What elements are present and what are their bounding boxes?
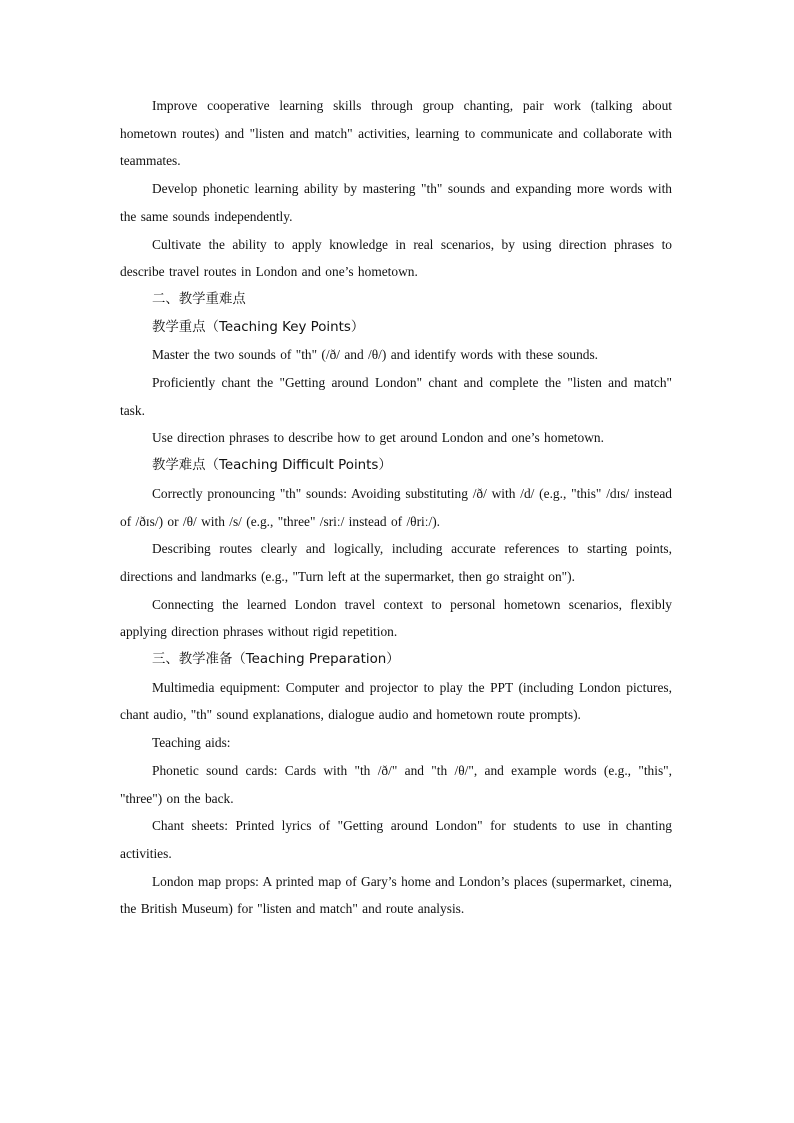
- preparation-item: Chant sheets: Printed lyrics of "Getting around London" for students to use in chanting activities.: [120, 818, 672, 861]
- preparation-item: Multimedia equipment: Computer and projector to play the PPT (including London pictures, chant audio, "th" sound explanations, dialogue audio and hometown route prompts).: [120, 679, 672, 723]
- preparation-item: Phonetic sound cards: Cards with "th /ð/" and "th /θ/", and example words (e.g., "this", "three") on the back.: [120, 762, 672, 806]
- subheading-difficult-points: 教学难点（Teaching Difficult Points）: [152, 458, 392, 474]
- subheading-key-points: 教学重点（Teaching Key Points）: [152, 319, 365, 335]
- document-page: [120, 92, 672, 923]
- key-point-item: Master the two sounds of "th" (/ð/ and /θ/) and identify words with these sounds.: [152, 347, 599, 363]
- paragraph-phonetic-ability: Develop phonetic learning ability by mastering "th" sounds and expanding more words with the same sounds independently.: [120, 181, 672, 224]
- preparation-item: London map props: A printed map of Gary’s home and London’s places (supermarket, cinema, the British Museum) for "listen and match" and route analysis.: [120, 873, 672, 917]
- section-heading-key-difficult-points: 二、教学重难点: [152, 291, 246, 307]
- difficult-point-item: Correctly pronouncing "th" sounds: Avoiding substituting /ð/ with /d/ (e.g., "this" /dɪs/ instead of /ðɪs/) or /θ/ with /s/ (e.g., "three" /sriː/ instead of /θriː/).: [120, 485, 672, 529]
- paragraph-apply-knowledge: Cultivate the ability to apply knowledge in real scenarios, by using direction phrases to describe travel routes in London and one’s hometown.: [120, 236, 672, 280]
- key-point-item: Use direction phrases to describe how to get around London and one’s hometown.: [152, 430, 604, 446]
- key-point-item: Proficiently chant the "Getting around London" chant and complete the "listen and match" task.: [120, 375, 672, 418]
- preparation-item: Teaching aids:: [152, 735, 231, 751]
- difficult-point-item: Describing routes clearly and logically, including accurate references to starting points, directions and landmarks (e.g., "Turn left at the supermarket, then go straight on").: [120, 541, 672, 584]
- section-heading-teaching-preparation: 三、教学准备（Teaching Preparation）: [152, 652, 400, 668]
- paragraph-cooperative-learning: Improve cooperative learning skills through group chanting, pair work (talking about hometown routes) and "listen and match" activities, learning to communicate and collaborate with teammates.: [120, 98, 672, 169]
- difficult-point-item: Connecting the learned London travel context to personal hometown scenarios, flexibly applying direction phrases without rigid repetition.: [120, 596, 672, 640]
